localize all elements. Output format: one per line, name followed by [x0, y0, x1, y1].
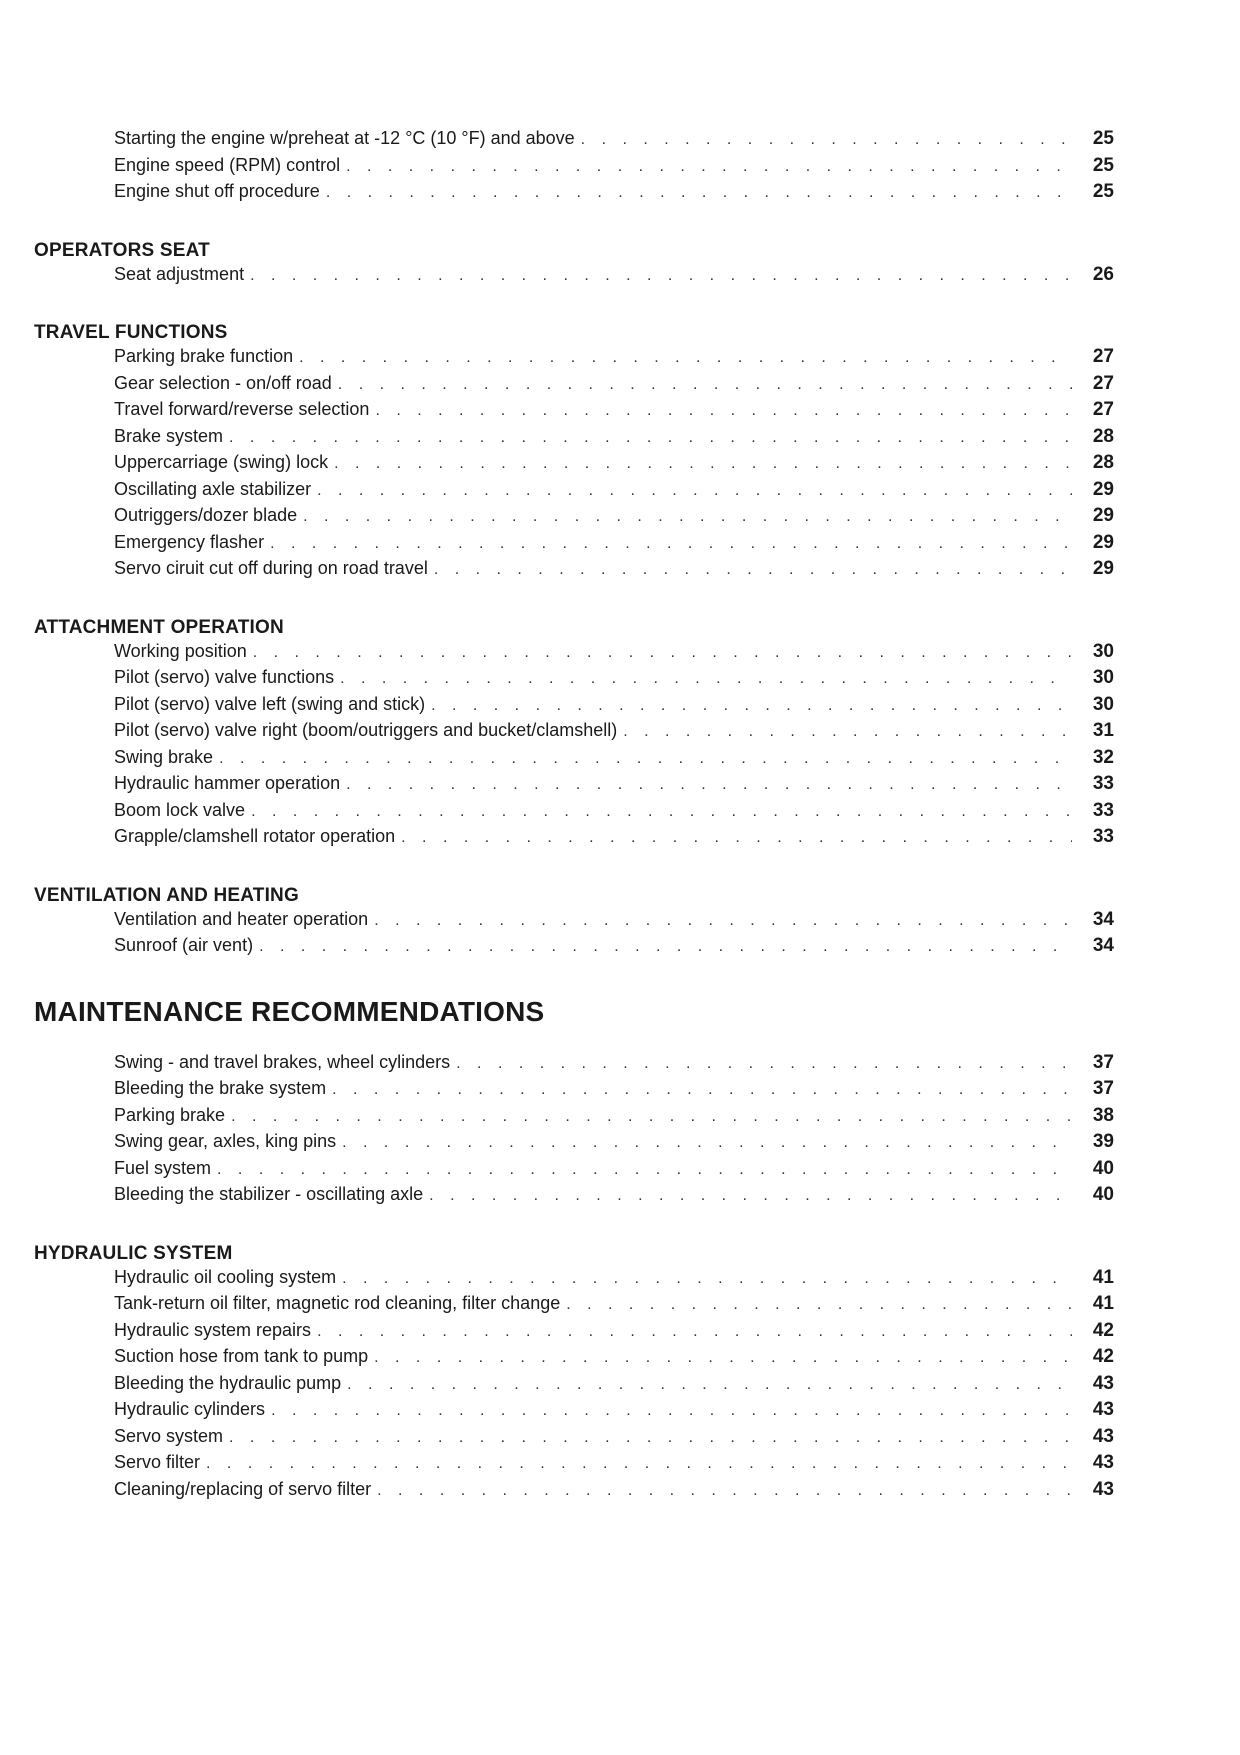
toc-entry [114, 826, 1114, 853]
chapter-heading: MAINTENANCE RECOMMENDATIONS [34, 995, 545, 1027]
toc-entry-page-number: 34 [1092, 935, 1114, 956]
toc-entry-title: Swing gear, axles, king pins [114, 1131, 337, 1151]
toc-entry-page-number: 30 [1092, 667, 1114, 688]
toc-entry [114, 128, 1114, 155]
toc-entry [114, 1373, 1114, 1400]
dot-leader [581, 131, 1072, 149]
toc-entry [114, 1105, 1114, 1132]
toc-entries [114, 641, 1114, 853]
toc-section-maintenance [34, 992, 1114, 1211]
toc-entry-page-number: 43 [1092, 1478, 1114, 1500]
toc-entries [114, 1052, 1114, 1211]
dot-leader [217, 1161, 1072, 1179]
toc-entry [114, 773, 1114, 800]
toc-entry [114, 505, 1114, 532]
dot-leader [231, 1108, 1072, 1126]
dot-leader [338, 376, 1072, 394]
toc-entry [114, 1267, 1114, 1294]
toc-entry-title: Outriggers/dozer blade [114, 505, 298, 525]
dot-leader [346, 158, 1072, 176]
toc-entry-title: Tank-return oil filter, magnetic rod cleaning, filter change [114, 1293, 561, 1313]
toc-section-engine-start [34, 128, 1114, 208]
toc-section-operators-seat [34, 238, 1114, 291]
toc-entry [114, 426, 1114, 453]
dot-leader [401, 829, 1072, 847]
toc-entry [114, 800, 1114, 827]
toc-section-hydraulic-system [34, 1241, 1114, 1506]
toc-entry-page-number: 33 [1092, 773, 1114, 794]
toc-entry-title: Cleaning/replacing of servo filter [114, 1478, 372, 1499]
toc-entry [114, 1052, 1114, 1079]
toc-entry [114, 667, 1114, 694]
toc-entry-page-number: 40 [1092, 1157, 1114, 1179]
dot-leader [219, 750, 1072, 768]
dot-leader [303, 508, 1072, 526]
toc-entry-title: Boom lock valve [114, 799, 246, 820]
toc-entry-title: Bleeding the stabilizer - oscillating axle [114, 1184, 424, 1204]
toc-entry [114, 155, 1114, 182]
toc-entry [114, 1452, 1114, 1479]
dot-leader [434, 561, 1072, 579]
toc-entry-page-number: 31 [1092, 720, 1114, 741]
dot-leader [375, 402, 1072, 420]
toc-entry-title: Pilot (servo) valve right (boom/outriggers and bucket/clamshell) [114, 720, 618, 740]
dot-leader [340, 670, 1072, 688]
toc-entry-page-number: 41 [1092, 1266, 1114, 1288]
dot-leader [431, 697, 1072, 715]
toc-entry-page-number: 33 [1092, 826, 1114, 847]
toc-entry [114, 1078, 1114, 1105]
toc-entry [114, 399, 1114, 426]
toc-entry-page-number: 33 [1092, 799, 1114, 821]
toc-entry [114, 935, 1114, 962]
toc-entry-page-number: 29 [1092, 505, 1114, 526]
toc-entry-title: Pilot (servo) valve left (swing and stick) [114, 693, 426, 714]
dot-leader [270, 535, 1072, 553]
toc-entry-page-number: 37 [1092, 1078, 1114, 1099]
dot-leader [271, 1402, 1072, 1420]
toc-entry-title: Grapple/clamshell rotator operation [114, 826, 396, 846]
dot-leader [317, 482, 1072, 500]
dot-leader [429, 1187, 1072, 1205]
toc-entry-page-number: 32 [1092, 746, 1114, 768]
toc-entry-title: Parking brake [114, 1104, 226, 1125]
toc-entry [114, 346, 1114, 373]
toc-entry-title: Hydraulic cylinders [114, 1399, 266, 1419]
toc-entry [114, 181, 1114, 208]
section-heading: OPERATORS SEAT [34, 239, 210, 261]
toc-entry-page-number: 30 [1092, 693, 1114, 715]
toc-entry-title: Travel forward/reverse selection [114, 399, 370, 419]
toc-entry [114, 373, 1114, 400]
toc-entry-page-number: 39 [1092, 1131, 1114, 1152]
toc-entry-page-number: 43 [1092, 1452, 1114, 1473]
toc-entry-title: Pilot (servo) valve functions [114, 667, 335, 687]
toc-entry-page-number: 30 [1092, 640, 1114, 662]
toc-entry [114, 558, 1114, 585]
toc-entries [114, 128, 1114, 208]
dot-leader [326, 184, 1072, 202]
dot-leader [346, 776, 1072, 794]
toc-entry-page-number: 27 [1092, 346, 1114, 367]
dot-leader [332, 1081, 1072, 1099]
toc-entry [114, 479, 1114, 506]
toc-entry-title: Sunroof (air vent) [114, 935, 254, 955]
toc-entry-page-number: 26 [1092, 263, 1114, 285]
dot-leader [251, 803, 1072, 821]
toc-entry [114, 641, 1114, 668]
toc-entry [114, 694, 1114, 721]
toc-entry-page-number: 43 [1092, 1372, 1114, 1394]
toc-entry-title: Uppercarriage (swing) lock [114, 452, 329, 472]
toc-entry [114, 720, 1114, 747]
toc-entry-title: Servo system [114, 1425, 224, 1446]
toc-entry-title: Gear selection - on/off road [114, 372, 332, 393]
toc-entries [114, 909, 1114, 962]
toc-entry-page-number: 25 [1092, 128, 1114, 149]
dot-leader [342, 1270, 1072, 1288]
toc-entry-title: Fuel system [114, 1157, 212, 1178]
dot-leader [374, 1349, 1072, 1367]
toc-section-travel-functions [34, 320, 1114, 585]
toc-entry-title: Engine speed (RPM) control [114, 154, 341, 175]
toc-entry-page-number: 40 [1092, 1184, 1114, 1205]
dot-leader [456, 1055, 1072, 1073]
dot-leader [334, 455, 1072, 473]
toc-entry [114, 1293, 1114, 1320]
dot-leader [374, 912, 1072, 930]
toc-entry-page-number: 37 [1092, 1051, 1114, 1073]
toc-entry [114, 747, 1114, 774]
toc-entry [114, 1131, 1114, 1158]
dot-leader [566, 1296, 1072, 1314]
toc-entry-title: Servo ciruit cut off during on road travel [114, 558, 428, 578]
toc-entry [114, 1158, 1114, 1185]
toc-entry-title: Working position [114, 640, 247, 661]
toc-entry-title: Seat adjustment [114, 263, 245, 284]
toc-entry-title: Bleeding the brake system [114, 1078, 327, 1098]
toc-entry-title: Oscillating axle stabilizer [114, 478, 312, 499]
toc-entry [114, 532, 1114, 559]
toc-entry-page-number: 28 [1092, 452, 1114, 473]
toc-entry [114, 1346, 1114, 1373]
toc-entry-title: Hydraulic oil cooling system [114, 1266, 337, 1287]
toc-entry-title: Hydraulic system repairs [114, 1319, 312, 1340]
toc-entry-title: Swing brake [114, 746, 214, 767]
dot-leader [229, 429, 1072, 447]
dot-leader [317, 1323, 1072, 1341]
section-heading: TRAVEL FUNCTIONS [34, 322, 228, 343]
section-heading: ATTACHMENT OPERATION [34, 616, 284, 638]
toc-entries [114, 1267, 1114, 1506]
toc-entry [114, 1184, 1114, 1211]
toc-entry-page-number: 43 [1092, 1425, 1114, 1447]
dot-leader [253, 644, 1072, 662]
dot-leader [299, 349, 1072, 367]
toc-entry-page-number: 29 [1092, 531, 1114, 553]
dot-leader [206, 1455, 1072, 1473]
toc-section-attachment-operation [34, 615, 1114, 853]
toc-entry-page-number: 38 [1092, 1104, 1114, 1126]
toc-entry [114, 909, 1114, 936]
dot-leader [229, 1429, 1072, 1447]
toc-entry-page-number: 42 [1092, 1319, 1114, 1341]
section-heading: HYDRAULIC SYSTEM [34, 1242, 233, 1264]
toc-entry [114, 1426, 1114, 1453]
table-of-contents [34, 128, 1114, 1535]
dot-leader [250, 267, 1072, 285]
toc-entry-page-number: 27 [1092, 372, 1114, 394]
toc-entry-title: Emergency flasher [114, 531, 265, 552]
toc-entry-title: Brake system [114, 425, 224, 446]
dot-leader [342, 1134, 1072, 1152]
toc-entry [114, 452, 1114, 479]
toc-entry-page-number: 43 [1092, 1399, 1114, 1420]
dot-leader [623, 723, 1072, 741]
toc-entry-title: Servo filter [114, 1452, 201, 1472]
toc-entry [114, 1479, 1114, 1506]
toc-entry-page-number: 42 [1092, 1346, 1114, 1367]
toc-entry-page-number: 27 [1092, 399, 1114, 420]
toc-entry-title: Swing - and travel brakes, wheel cylinders [114, 1051, 451, 1072]
toc-entry-page-number: 25 [1092, 181, 1114, 202]
toc-entry-title: Bleeding the hydraulic pump [114, 1372, 342, 1393]
toc-entry [114, 1320, 1114, 1347]
toc-entry [114, 1399, 1114, 1426]
dot-leader [377, 1482, 1072, 1500]
toc-entry-title: Starting the engine w/preheat at -12 °C (10 °F) and above [114, 128, 575, 148]
toc-entry-title: Parking brake function [114, 346, 294, 366]
toc-entry-page-number: 29 [1092, 478, 1114, 500]
dot-leader [347, 1376, 1072, 1394]
toc-entry-page-number: 25 [1092, 154, 1114, 176]
toc-entry-title: Engine shut off procedure [114, 181, 320, 201]
section-heading: VENTILATION AND HEATING [34, 884, 299, 906]
toc-entry-title: Suction hose from tank to pump [114, 1346, 369, 1366]
toc-entry [114, 264, 1114, 291]
toc-entry-page-number: 29 [1092, 558, 1114, 579]
toc-entry-title: Ventilation and heater operation [114, 908, 369, 929]
toc-entry-title: Hydraulic hammer operation [114, 773, 341, 793]
toc-entry-page-number: 34 [1092, 908, 1114, 930]
toc-entries [114, 264, 1114, 291]
toc-section-ventilation-heating [34, 883, 1114, 962]
toc-entries [114, 346, 1114, 585]
toc-entry-page-number: 41 [1092, 1293, 1114, 1314]
dot-leader [259, 938, 1072, 956]
toc-entry-page-number: 28 [1092, 425, 1114, 447]
